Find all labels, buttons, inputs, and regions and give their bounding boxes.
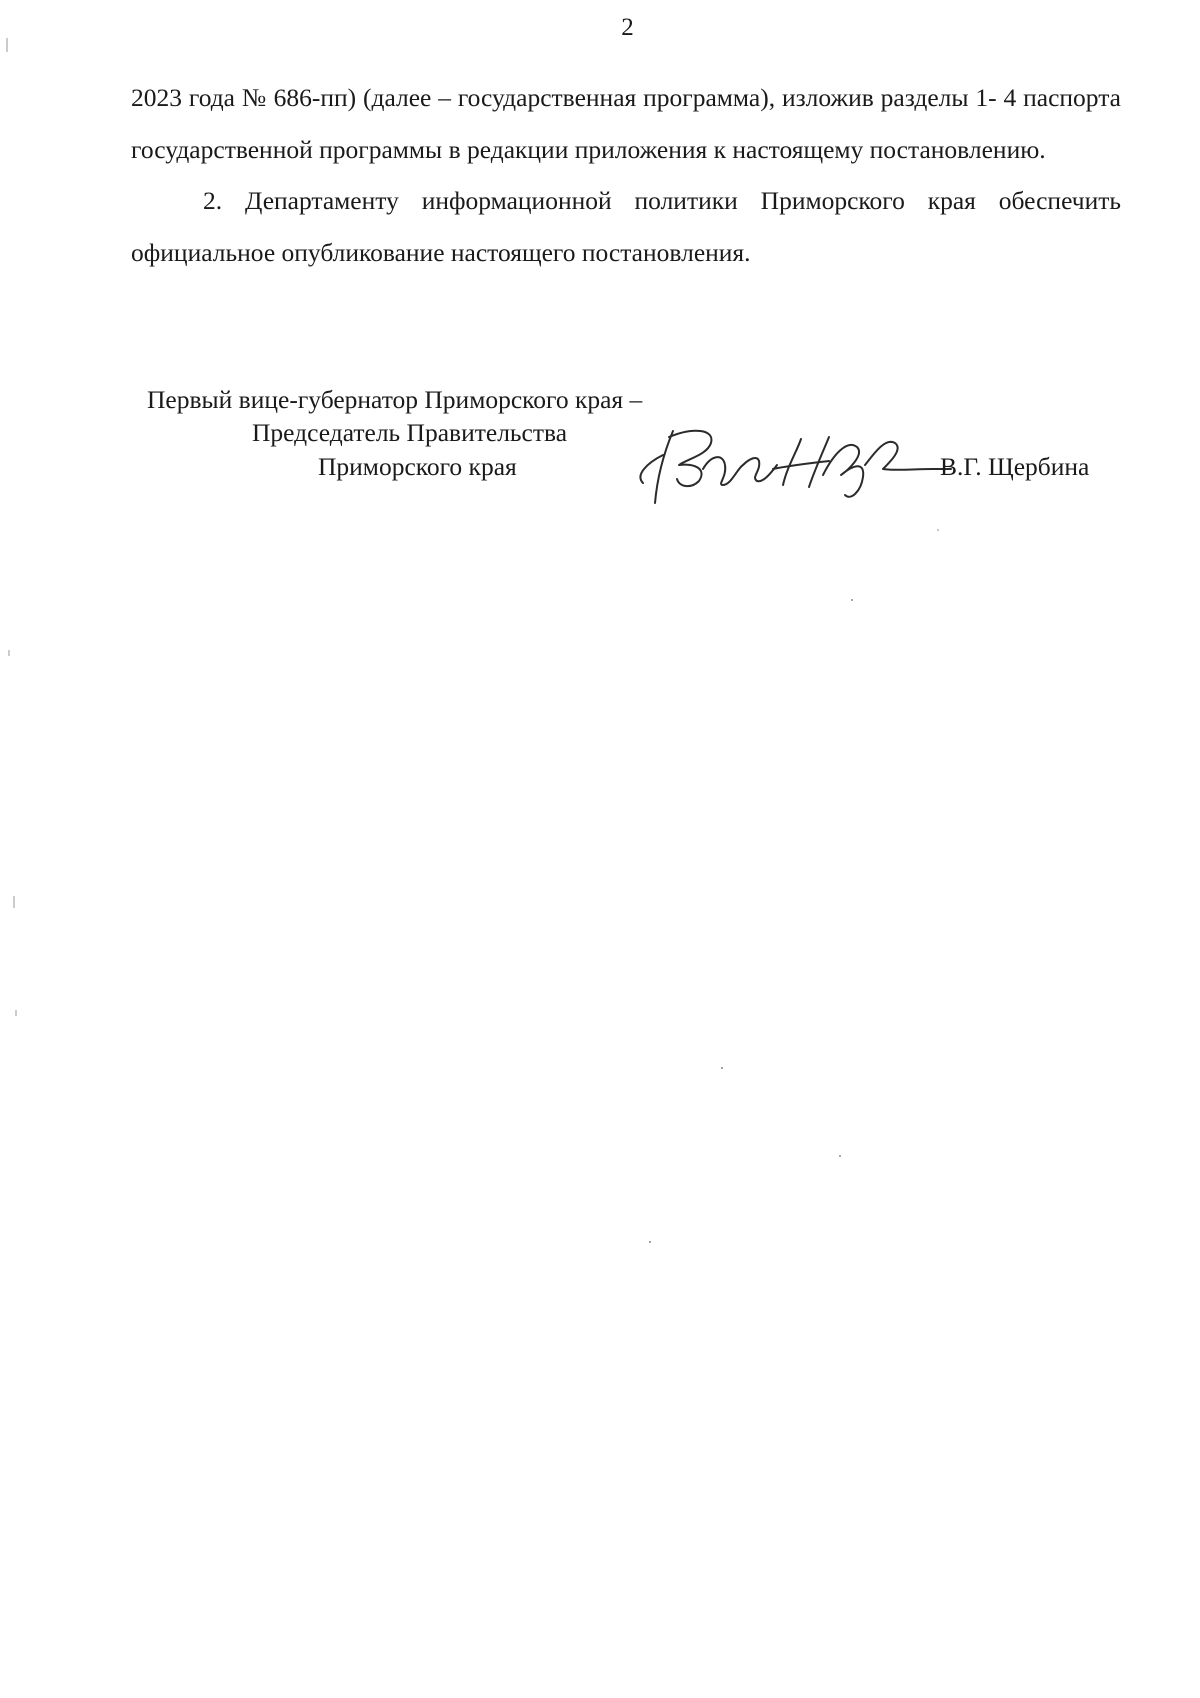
signatory-position-line-1: Первый вице-губернатор Приморского края – [147, 385, 643, 414]
document-body [131, 72, 1121, 278]
handwritten-signature [633, 425, 953, 513]
signatory-position-line-3: Приморского края [318, 452, 517, 481]
signatory-position-line-2: Председатель Правительства [252, 418, 568, 447]
page-number: 2 [621, 14, 634, 41]
paragraph-item-2: 2. Департаменту информационной политики Приморского края обеспечить официальное опубликование настоящего постановления. [131, 186, 1121, 267]
paragraph-continuation: 2023 года № 686-пп) (далее – государственная программа), изложив разделы 1- 4 паспорта государственной программы в редакции приложения к настоящему постановлению. [131, 83, 1121, 164]
signatory-name: В.Г. Щербина [940, 452, 1090, 481]
